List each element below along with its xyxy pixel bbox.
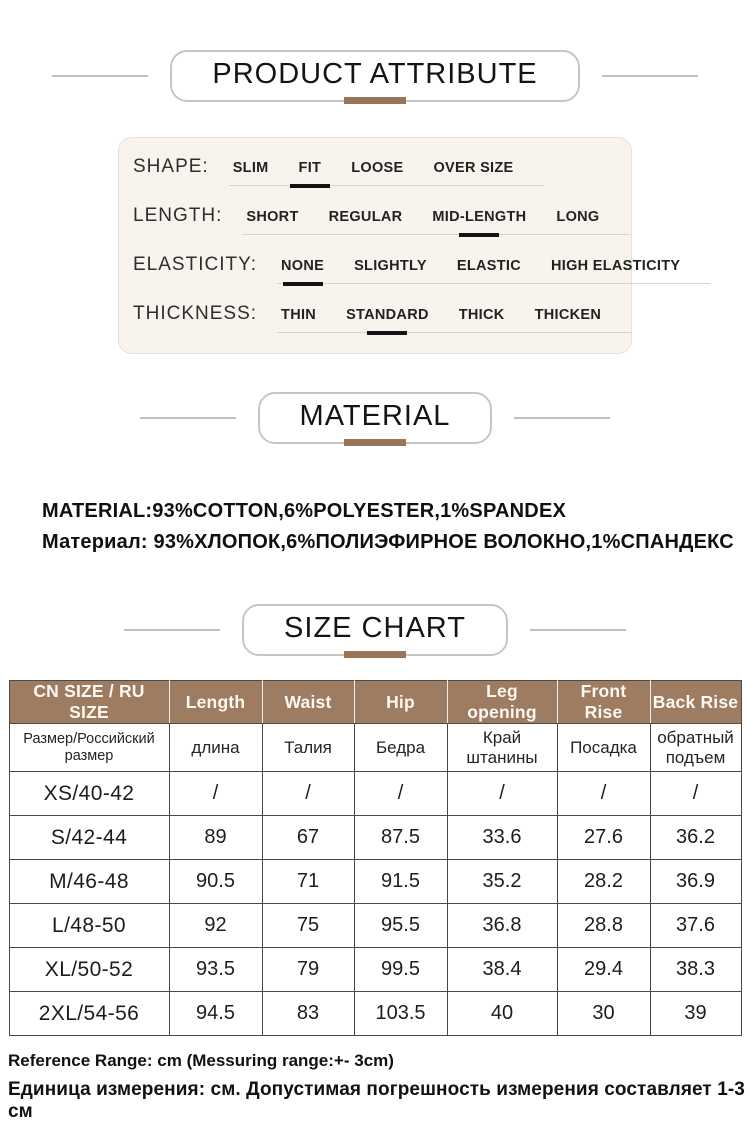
reference-range-note-english: Reference Range: cm (Messuring range:+- 3cm) [8, 1051, 394, 1070]
measurement-cell: 93.5 [169, 948, 262, 992]
measurement-cell: 103.5 [354, 992, 447, 1036]
measurement-cell: 92 [169, 904, 262, 948]
table-header-cell-ru: обратный подъем [650, 724, 741, 772]
product-attribute-section-header [0, 50, 750, 102]
measurement-cell: 38.4 [447, 948, 557, 992]
measurement-cell: 35.2 [447, 860, 557, 904]
attribute-row [133, 205, 631, 235]
measurement-cell: 91.5 [354, 860, 447, 904]
attribute-options [277, 258, 710, 284]
material-section-header [0, 392, 750, 444]
table-header-cell-ru: Посадка [557, 724, 650, 772]
divider-line-left [124, 629, 220, 631]
table-row [9, 860, 741, 904]
measurement-cell: / [557, 772, 650, 816]
table-header-cell: Length [169, 681, 262, 724]
material-line-russian: Материал: 93%ХЛОПОК,6%ПОЛИЭФИРНОЕ ВОЛОКНО,1%СПАНДЕКС [42, 531, 734, 553]
measurement-cell: 71 [262, 860, 354, 904]
attribute-option: ELASTIC [456, 258, 521, 274]
attribute-option-selected: MID-LENGTH [432, 209, 527, 225]
size-label-cell: S/42-44 [9, 816, 169, 860]
table-row [9, 816, 741, 860]
size-label-cell: XL/50-52 [9, 948, 169, 992]
attribute-label: SHAPE: [133, 156, 209, 177]
attribute-option: THICKEN [534, 307, 602, 323]
measurement-cell: 36.2 [650, 816, 741, 860]
table-header-cell: Waist [262, 681, 354, 724]
accent-bar [344, 651, 406, 658]
size-label-cell: XS/40-42 [9, 772, 169, 816]
size-label-cell: 2XL/54-56 [9, 992, 169, 1036]
size-chart-title: SIZE CHART [284, 612, 466, 644]
measurement-cell: 28.2 [557, 860, 650, 904]
table-header-cell: Hip [354, 681, 447, 724]
measurement-cell: 95.5 [354, 904, 447, 948]
divider-line-left [140, 417, 236, 419]
size-chart-title-box [242, 604, 508, 656]
material-line-english: MATERIAL:93%COTTON,6%POLYESTER,1%SPANDEX [42, 500, 567, 522]
attribute-options [242, 209, 629, 235]
table-row [9, 772, 741, 816]
divider-line-right [514, 417, 610, 419]
measurement-cell: 27.6 [557, 816, 650, 860]
attribute-options [277, 307, 631, 333]
attribute-option-selected: STANDARD [346, 307, 429, 323]
reference-range-note-russian: Единица измерения: см. Допустимая погрешность измерения составляет 1-3 см [8, 1079, 745, 1122]
attribute-label: LENGTH: [133, 205, 223, 226]
measurement-cell: 79 [262, 948, 354, 992]
measurement-cell: 30 [557, 992, 650, 1036]
attribute-row [133, 254, 681, 284]
table-header-cell: Leg opening [447, 681, 557, 724]
product-attribute-title-box [170, 50, 579, 102]
attribute-option: THIN [281, 307, 317, 323]
measurement-cell: 29.4 [557, 948, 650, 992]
divider-line-right [530, 629, 626, 631]
table-header-cell: CN SIZE / RU SIZE [9, 681, 169, 724]
measurement-cell: 38.3 [650, 948, 741, 992]
attribute-option: REGULAR [328, 209, 403, 225]
measurement-cell: / [262, 772, 354, 816]
measurement-cell: 87.5 [354, 816, 447, 860]
attribute-row [133, 303, 631, 333]
size-label-cell: L/48-50 [9, 904, 169, 948]
attribute-option: LONG [556, 209, 600, 225]
table-header-cell-ru: Бедра [354, 724, 447, 772]
attribute-option: THICK [458, 307, 505, 323]
material-title-box [258, 392, 493, 444]
table-header-cell: Back Rise [650, 681, 741, 724]
table-header-cell-ru: Край штанины [447, 724, 557, 772]
attribute-option: HIGH ELASTICITY [550, 258, 681, 274]
table-header-cell-ru: Талия [262, 724, 354, 772]
attribute-options [229, 160, 544, 186]
size-chart-section-header [0, 604, 750, 656]
measurement-cell: / [650, 772, 741, 816]
attribute-option: LOOSE [351, 160, 404, 176]
attribute-option: SHORT [246, 209, 299, 225]
measurement-cell: 75 [262, 904, 354, 948]
measurement-cell: / [169, 772, 262, 816]
table-row [9, 948, 741, 992]
attribute-label: ELASTICITY: [133, 254, 257, 275]
divider-line-left [52, 75, 148, 77]
table-header-cell-ru: длина [169, 724, 262, 772]
measurement-cell: 67 [262, 816, 354, 860]
size-label-cell: M/46-48 [9, 860, 169, 904]
measurement-cell: 33.6 [447, 816, 557, 860]
divider-line-right [602, 75, 698, 77]
attribute-panel [118, 137, 681, 354]
measurement-cell: 40 [447, 992, 557, 1036]
measurement-cell: 39 [650, 992, 741, 1036]
attribute-option: SLIGHTLY [354, 258, 427, 274]
attribute-option-selected: FIT [298, 160, 322, 176]
material-title: MATERIAL [299, 400, 451, 432]
attribute-option: OVER SIZE [433, 160, 514, 176]
measurement-cell: 90.5 [169, 860, 262, 904]
accent-bar [344, 97, 406, 104]
table-row [9, 904, 741, 948]
measurement-cell: 36.9 [650, 860, 741, 904]
measurement-cell: 99.5 [354, 948, 447, 992]
attribute-label: THICKNESS: [133, 303, 258, 324]
accent-bar [344, 439, 406, 446]
product-attribute-title: PRODUCT ATTRIBUTE [212, 58, 538, 90]
attribute-option: SLIM [232, 160, 269, 176]
table-header-cell-ru: Размер/Российский размер [9, 724, 169, 772]
measurement-cell: / [447, 772, 557, 816]
measurement-cell: 94.5 [169, 992, 262, 1036]
measurement-cell: 89 [169, 816, 262, 860]
table-row [9, 992, 741, 1036]
attribute-option-selected: NONE [280, 258, 325, 274]
measurement-cell: / [354, 772, 447, 816]
attribute-row [133, 156, 631, 186]
table-header-cell: Front Rise [557, 681, 650, 724]
measurement-cell: 36.8 [447, 904, 557, 948]
size-chart-table [9, 680, 742, 1036]
measurement-cell: 83 [262, 992, 354, 1036]
measurement-cell: 28.8 [557, 904, 650, 948]
measurement-cell: 37.6 [650, 904, 741, 948]
material-composition-block [42, 496, 750, 558]
